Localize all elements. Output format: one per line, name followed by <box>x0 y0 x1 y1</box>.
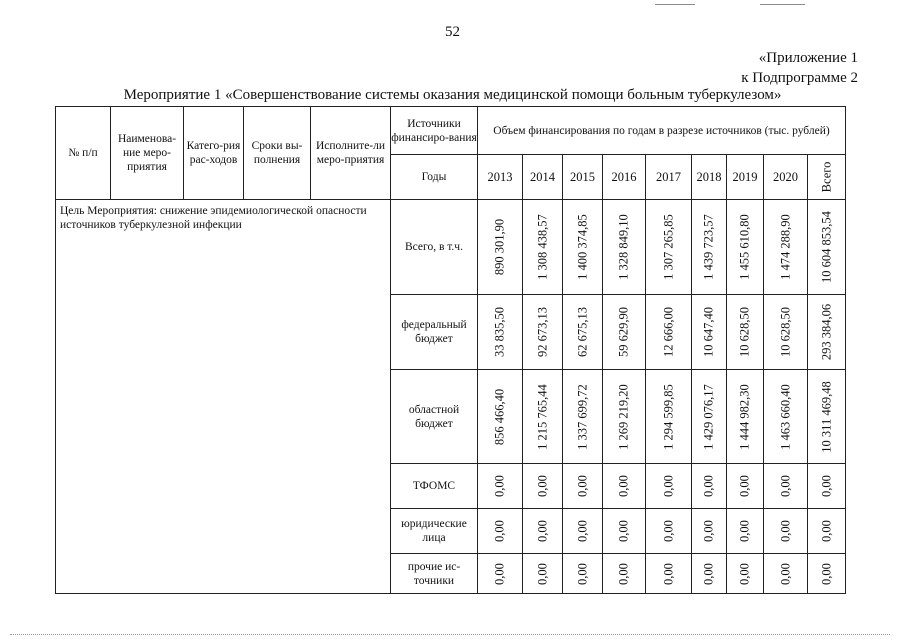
value-cell: 0,00 <box>692 464 727 509</box>
year-header: 2018 <box>692 155 727 200</box>
value-cell: 0,00 <box>764 509 808 554</box>
value-cell: 1 474 288,90 <box>764 200 808 295</box>
scan-artifact-line <box>760 4 805 5</box>
source-cell: прочие ис-точники <box>391 554 478 594</box>
value-cell: 0,00 <box>727 464 764 509</box>
value-cell: 1 215 765,44 <box>523 370 563 464</box>
value-cell: 0,00 <box>563 464 603 509</box>
value-cell: 0,00 <box>764 554 808 594</box>
col-header-sources: Источники финансиро-вания <box>391 107 478 155</box>
value-cell: 10 628,50 <box>764 295 808 370</box>
value-cell: 0,00 <box>727 509 764 554</box>
value-cell: 0,00 <box>646 509 692 554</box>
col-header-num: № п/п <box>56 107 111 200</box>
scan-artifact-line <box>10 634 890 635</box>
value-cell: 0,00 <box>478 509 523 554</box>
source-cell: ТФОМС <box>391 464 478 509</box>
scan-artifact-line <box>655 4 695 5</box>
total-cell: 0,00 <box>808 464 846 509</box>
value-cell: 1 429 076,17 <box>692 370 727 464</box>
source-cell: областной бюджет <box>391 370 478 464</box>
value-cell: 1 337 699,72 <box>563 370 603 464</box>
value-cell: 1 308 438,57 <box>523 200 563 295</box>
total-cell: 0,00 <box>808 554 846 594</box>
value-cell: 1 455 610,80 <box>727 200 764 295</box>
value-cell: 10 647,40 <box>692 295 727 370</box>
value-cell: 0,00 <box>523 509 563 554</box>
value-cell: 0,00 <box>603 509 646 554</box>
value-cell: 0,00 <box>603 554 646 594</box>
appendix-line-1: «Приложение 1 <box>758 50 858 66</box>
appendix-reference <box>741 48 858 88</box>
value-cell: 0,00 <box>603 464 646 509</box>
total-cell: 10 311 469,48 <box>808 370 846 464</box>
value-cell: 0,00 <box>523 464 563 509</box>
year-header: 2016 <box>603 155 646 200</box>
value-cell: 1 463 660,40 <box>764 370 808 464</box>
year-header: 2017 <box>646 155 692 200</box>
value-cell: 59 629,90 <box>603 295 646 370</box>
col-header-executor: Исполните-ли меро-приятия <box>311 107 391 200</box>
total-cell: 293 384,06 <box>808 295 846 370</box>
value-cell: 1 444 982,30 <box>727 370 764 464</box>
value-cell: 33 835,50 <box>478 295 523 370</box>
value-cell: 92 673,13 <box>523 295 563 370</box>
value-cell: 0,00 <box>563 554 603 594</box>
col-header-category: Катего-рия рас-ходов <box>184 107 244 200</box>
value-cell: 0,00 <box>478 464 523 509</box>
header-row-1 <box>56 107 846 155</box>
value-cell: 0,00 <box>563 509 603 554</box>
source-cell: федеральный бюджет <box>391 295 478 370</box>
value-cell: 1 307 265,85 <box>646 200 692 295</box>
page-number: 52 <box>445 24 460 40</box>
value-cell: 0,00 <box>646 554 692 594</box>
value-cell: 0,00 <box>692 509 727 554</box>
value-cell: 1 294 599,85 <box>646 370 692 464</box>
value-cell: 0,00 <box>523 554 563 594</box>
financing-table <box>55 106 846 594</box>
col-header-volume: Объем финансирования по годам в разрезе источников (тыс. рублей) <box>478 107 846 155</box>
year-header: 2014 <box>523 155 563 200</box>
value-cell: 1 269 219,20 <box>603 370 646 464</box>
total-cell: 10 604 853,54 <box>808 200 846 295</box>
document-title: Мероприятие 1 «Совершенствование системы оказания медицинской помощи больным туберкулезом» <box>123 87 782 103</box>
value-cell: 0,00 <box>764 464 808 509</box>
value-cell: 1 328 849,10 <box>603 200 646 295</box>
col-header-deadline: Сроки вы-полнения <box>244 107 311 200</box>
source-cell: Всего, в т.ч. <box>391 200 478 295</box>
year-header: 2019 <box>727 155 764 200</box>
value-cell: 12 666,00 <box>646 295 692 370</box>
table-row <box>56 200 846 295</box>
appendix-line-2: к Подпрограмме 2 <box>741 70 858 86</box>
value-cell: 1 439 723,57 <box>692 200 727 295</box>
value-cell: 10 628,50 <box>727 295 764 370</box>
col-header-name: Наименова-ние меро-приятия <box>111 107 184 200</box>
value-cell: 856 466,40 <box>478 370 523 464</box>
value-cell: 0,00 <box>727 554 764 594</box>
value-cell: 62 675,13 <box>563 295 603 370</box>
value-cell: 0,00 <box>646 464 692 509</box>
total-cell: 0,00 <box>808 509 846 554</box>
value-cell: 0,00 <box>692 554 727 594</box>
total-header: Всего <box>808 155 846 200</box>
goal-cell: Цель Мероприятия: снижение эпидемиологической опасности источников туберкулезной инфекции <box>56 200 391 594</box>
value-cell: 1 400 374,85 <box>563 200 603 295</box>
value-cell: 0,00 <box>478 554 523 594</box>
year-header: 2013 <box>478 155 523 200</box>
year-header: 2020 <box>764 155 808 200</box>
value-cell: 890 301,90 <box>478 200 523 295</box>
source-cell: юридические лица <box>391 509 478 554</box>
year-header: 2015 <box>563 155 603 200</box>
col-header-years: Годы <box>391 155 478 200</box>
